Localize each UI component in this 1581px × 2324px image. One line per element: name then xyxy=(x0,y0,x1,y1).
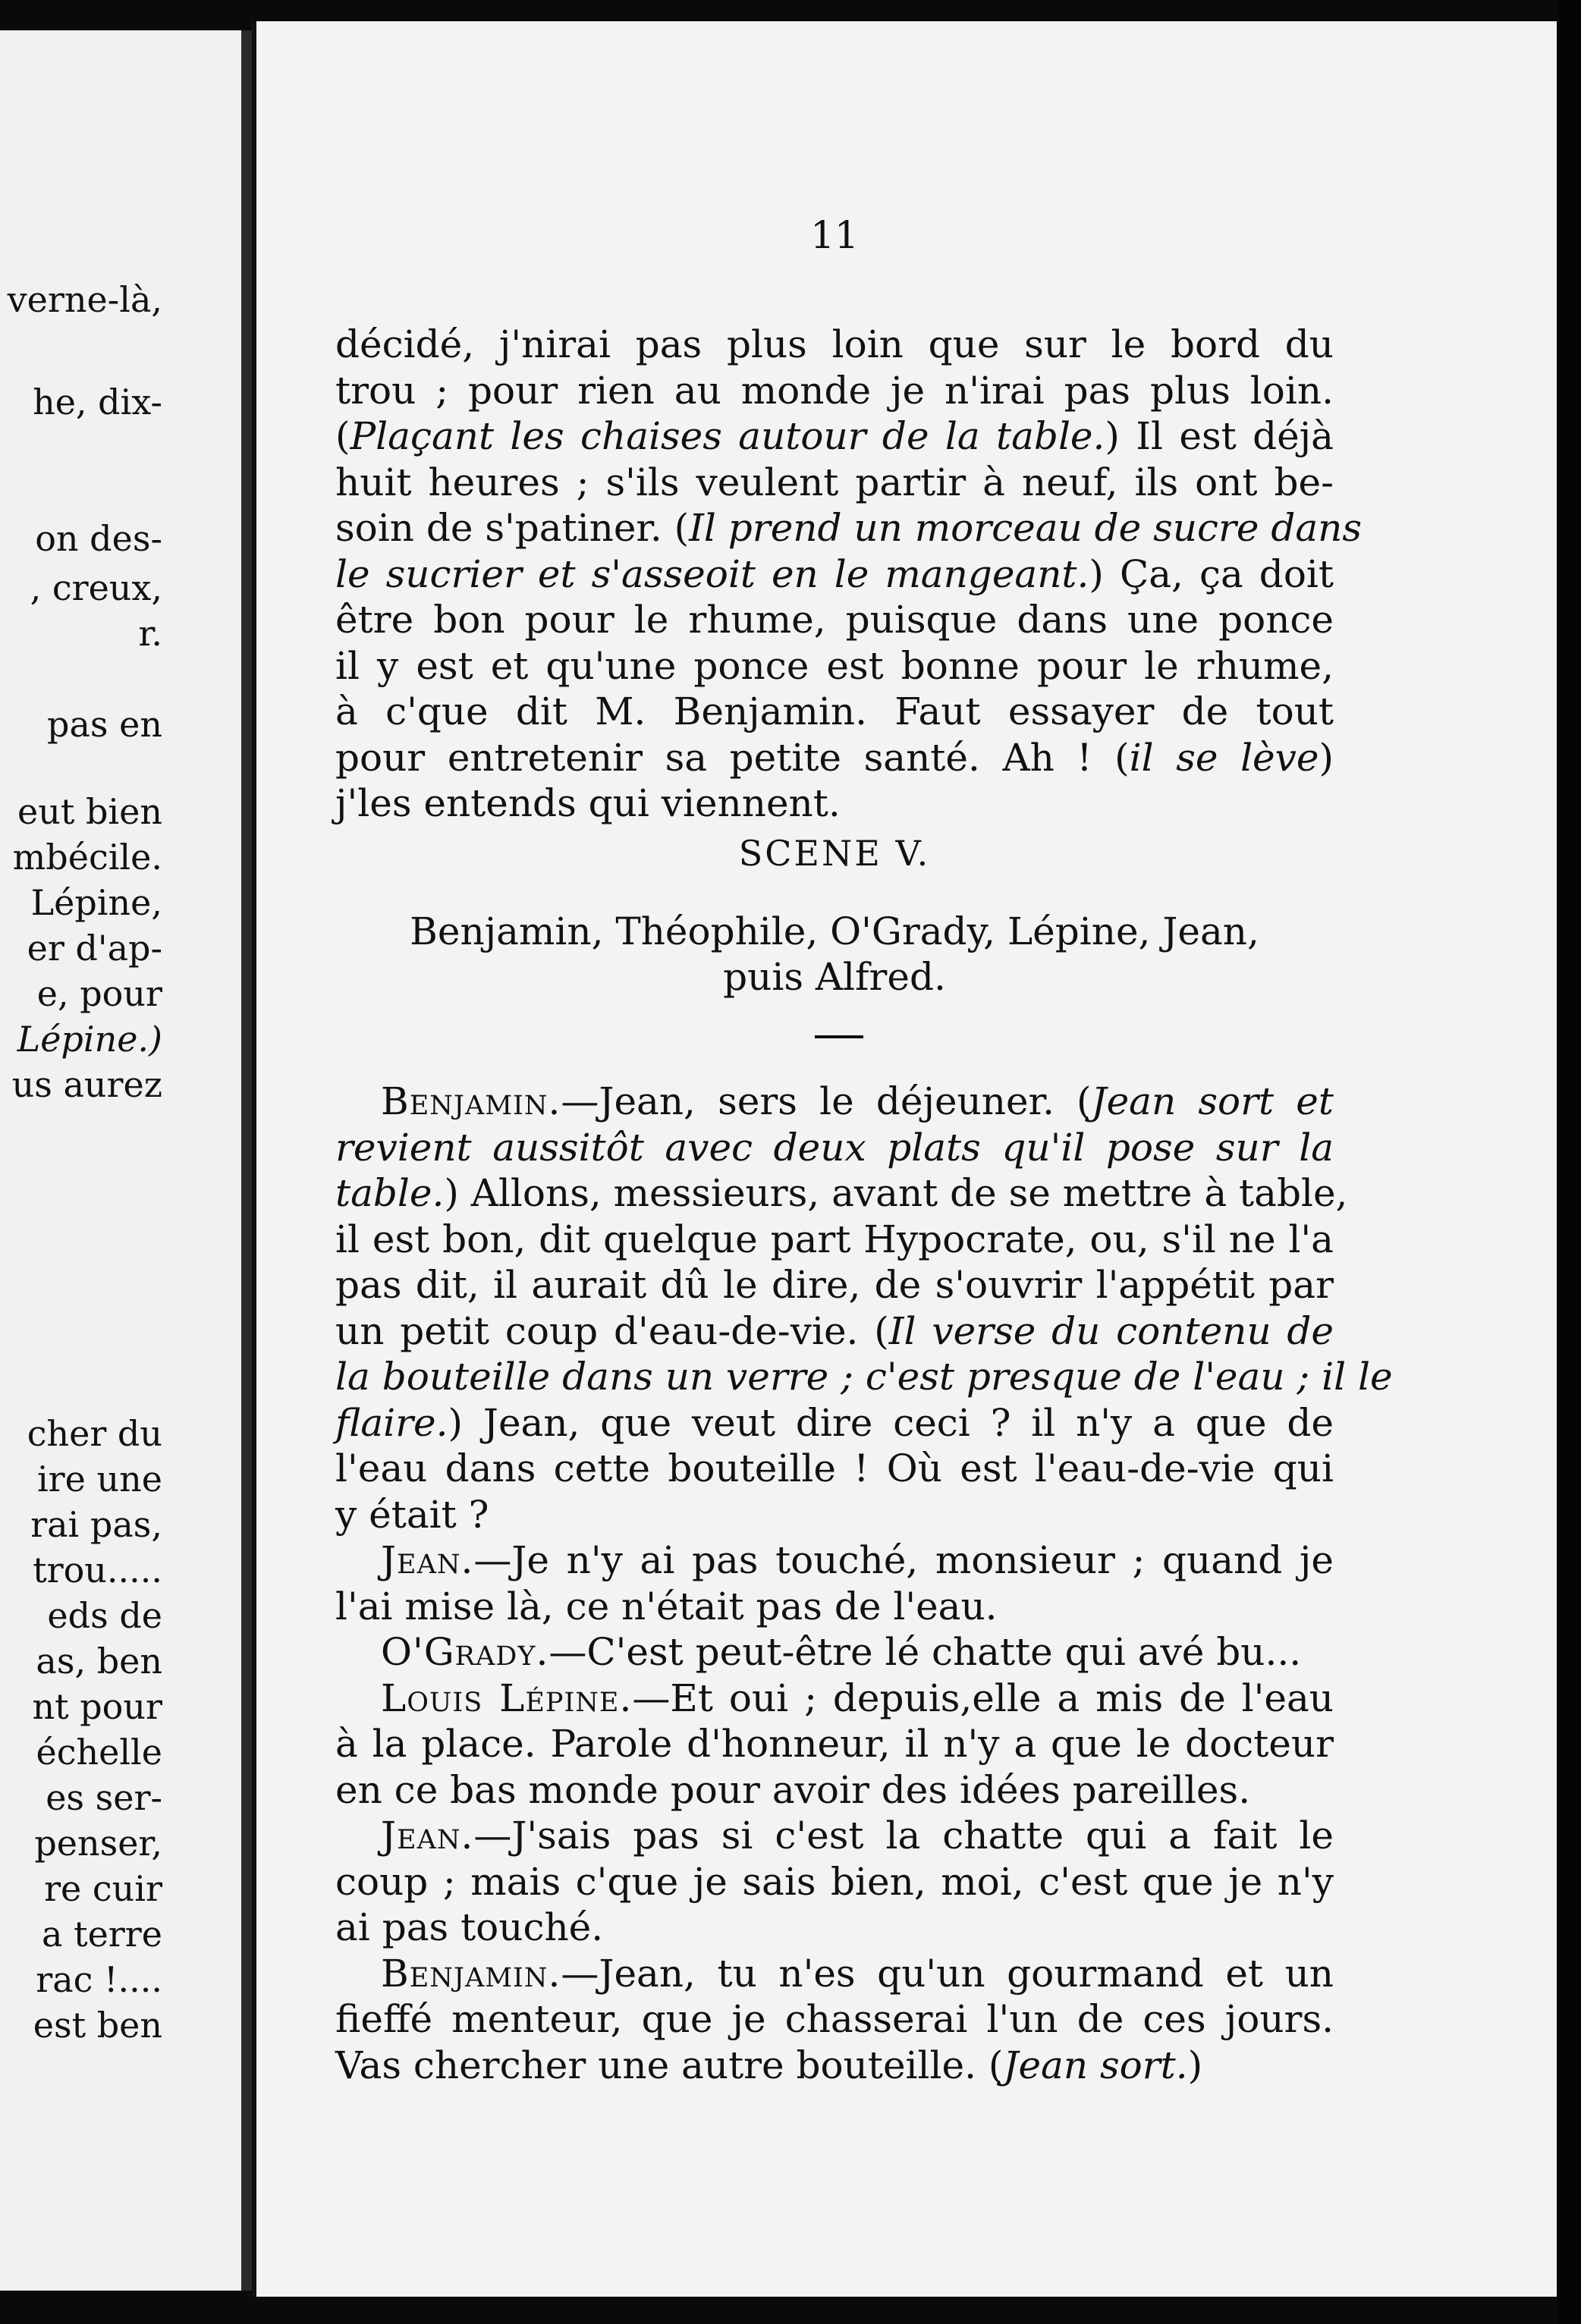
text-line: un petit coup d'eau-de-vie. (Il verse du contenu de xyxy=(335,1308,1334,1353)
dialogue-block xyxy=(335,1079,1393,2088)
text-line: y était ? xyxy=(335,1492,489,1537)
left-page-text-fragment: ire une xyxy=(36,1459,162,1500)
left-page-text-fragment: trou..... xyxy=(33,1550,162,1591)
stage-direction: le sucrier et s'asseoit en le mangeant. xyxy=(335,551,1089,596)
text-line: en ce bas monde pour avoir des idées pareilles. xyxy=(335,1767,1251,1812)
left-page-text-fragment: penser, xyxy=(34,1823,162,1864)
text-line: O'Grady.—C'est peut-être lé chatte qui avé bu... xyxy=(381,1630,1302,1674)
left-page-text-fragment: eds de xyxy=(47,1595,162,1636)
text-line: Jean.—J'sais pas si c'est la chatte qui a fait le xyxy=(381,1814,1334,1858)
text-line: il est bon, dit quelque part Hypocrate, ou, s'il ne l'a xyxy=(335,1217,1334,1261)
left-page-text-fragment: rac !.... xyxy=(36,1959,162,2000)
speaker-name: Benjamin. xyxy=(381,1951,561,1996)
text-line: huit heures ; s'ils veulent partir à neuf, ils ont be- xyxy=(335,460,1334,504)
speaker-name: Benjamin. xyxy=(381,1079,561,1123)
scan-right-edge xyxy=(1558,0,1581,2324)
left-page-text-fragment: us aurez xyxy=(11,1064,162,1105)
speaker-name: Jean. xyxy=(381,1538,474,1582)
text-line: fieffé menteur, que je chasserai l'un de ces jours. xyxy=(335,1997,1334,2041)
left-page-text-fragment: e, pour xyxy=(36,973,162,1014)
stage-direction: revient aussitôt avec deux plats qu'il pose sur la xyxy=(335,1125,1334,1170)
left-page-fragment xyxy=(0,30,241,2291)
scene-heading: SCENE V. xyxy=(738,833,931,874)
left-page-text-fragment: he, dix- xyxy=(33,382,162,422)
text-line: ai pas touché. xyxy=(335,1905,604,1949)
left-page-text-fragment: Lépine, xyxy=(30,882,162,923)
text-line: Benjamin.—Jean, sers le déjeuner. (Jean sort et xyxy=(381,1079,1334,1123)
text-line: l'ai mise là, ce n'était pas de l'eau. xyxy=(335,1584,998,1628)
text-line: table.) Allons, messieurs, avant de se mettre à table, xyxy=(335,1171,1348,1215)
left-page-text-fragment: rai pas, xyxy=(30,1504,162,1545)
speaker-name: Jean. xyxy=(381,1814,474,1858)
text-line: Louis Lépine.—Et oui ; depuis,elle a mis de l'eau xyxy=(381,1675,1334,1720)
text-line xyxy=(335,1125,1334,1171)
text-line: pas dit, il aurait dû le dire, de s'ouvrir l'appétit par xyxy=(335,1263,1334,1307)
left-page-text-fragment: re cuir xyxy=(44,1868,162,1909)
left-page-text-fragment: as, ben xyxy=(36,1641,162,1682)
left-page-text-fragment: cher du xyxy=(27,1413,162,1454)
text-line: pour entretenir sa petite santé. Ah ! (il se lève) xyxy=(335,735,1334,780)
text-line: être bon pour le rhume, puisque dans une ponce xyxy=(335,598,1334,642)
stage-direction: Il prend un morceau de sucre dans xyxy=(689,506,1363,550)
stage-direction: il se lève xyxy=(1129,735,1319,780)
left-page-text-fragment: a terre xyxy=(42,1914,162,1955)
left-page-text-fragment: eut bien xyxy=(17,791,162,832)
cast-list xyxy=(335,909,1334,1000)
text-line: le sucrier et s'asseoit en le mangeant.) Ça, ça doit xyxy=(335,551,1334,596)
section-divider xyxy=(815,1035,863,1038)
text-line: décidé, j'nirai pas plus loin que sur le bord du xyxy=(335,322,1334,366)
stage-direction: flaire. xyxy=(335,1400,448,1445)
text-line: il y est et qu'une ponce est bonne pour le rhume, xyxy=(335,643,1334,688)
left-page-text-fragment: er d'ap- xyxy=(27,928,162,969)
text-line: j'les entends qui viennent. xyxy=(335,781,841,825)
text-line: Vas chercher une autre bouteille. (Jean sort.) xyxy=(335,2043,1203,2087)
stage-direction: Jean sort. xyxy=(1003,2043,1188,2087)
text-line xyxy=(335,1354,1393,1400)
speaker-name: Louis Lépine. xyxy=(381,1675,633,1720)
page-number: 11 xyxy=(810,213,859,257)
left-page-text-fragment: échelle xyxy=(36,1732,162,1773)
text-line: Jean.—Je n'y ai pas touché, monsieur ; quand je xyxy=(381,1538,1334,1582)
stage-direction: Plaçant les chaises autour de la table. xyxy=(350,414,1105,458)
right-page xyxy=(252,21,1557,2297)
left-page-text-fragment: nt pour xyxy=(32,1686,162,1727)
left-page-text-fragment: es ser- xyxy=(46,1777,162,1818)
left-page-text-fragment: est ben xyxy=(33,2005,162,2046)
left-page-text-fragment: , creux, xyxy=(30,567,162,608)
left-page-text-fragment: on des- xyxy=(35,518,162,559)
text-line: (Plaçant les chaises autour de la table.) Il est déjà xyxy=(335,414,1334,458)
stage-direction: Jean sort et xyxy=(1091,1079,1334,1123)
stage-direction: table. xyxy=(335,1171,445,1215)
cast-line: Benjamin, Théophile, O'Grady, Lépine, Jean, xyxy=(410,909,1259,953)
cast-line: puis Alfred. xyxy=(723,955,946,999)
stage-monologue-paragraph xyxy=(335,322,1363,827)
text-line: trou ; pour rien au monde je n'irai pas plus loin. xyxy=(335,368,1334,413)
text-line: l'eau dans cette bouteille ! Où est l'eau-de-vie qui xyxy=(335,1446,1334,1490)
left-page-text-fragment: verne-là, xyxy=(7,279,162,320)
text-line: à c'que dit M. Benjamin. Faut essayer de tout xyxy=(335,689,1334,733)
stage-direction: la bouteille dans un verre ; c'est presque de l'eau ; il le xyxy=(335,1355,1393,1399)
left-page-text-fragment: pas en xyxy=(47,704,162,745)
speaker-name: O'Grady. xyxy=(381,1630,549,1674)
text-line: à la place. Parole d'honneur, il n'y a que le docteur xyxy=(335,1722,1334,1766)
left-page-text-fragment: mbécile. xyxy=(12,837,162,878)
text-line: soin de s'patiner. (Il prend un morceau de sucre dans xyxy=(335,506,1363,550)
stage-direction: Il verse du contenu de xyxy=(888,1308,1334,1353)
text-line: flaire.) Jean, que veut dire ceci ? il n'y a que de xyxy=(335,1400,1334,1445)
text-line: Benjamin.—Jean, tu n'es qu'un gourmand et un xyxy=(381,1951,1334,1996)
text-line: coup ; mais c'que je sais bien, moi, c'est que je n'y xyxy=(335,1859,1334,1904)
book-gutter xyxy=(241,30,252,2291)
left-page-text-fragment: Lépine.) xyxy=(17,1019,162,1060)
left-page-text-fragment: r. xyxy=(138,613,162,654)
